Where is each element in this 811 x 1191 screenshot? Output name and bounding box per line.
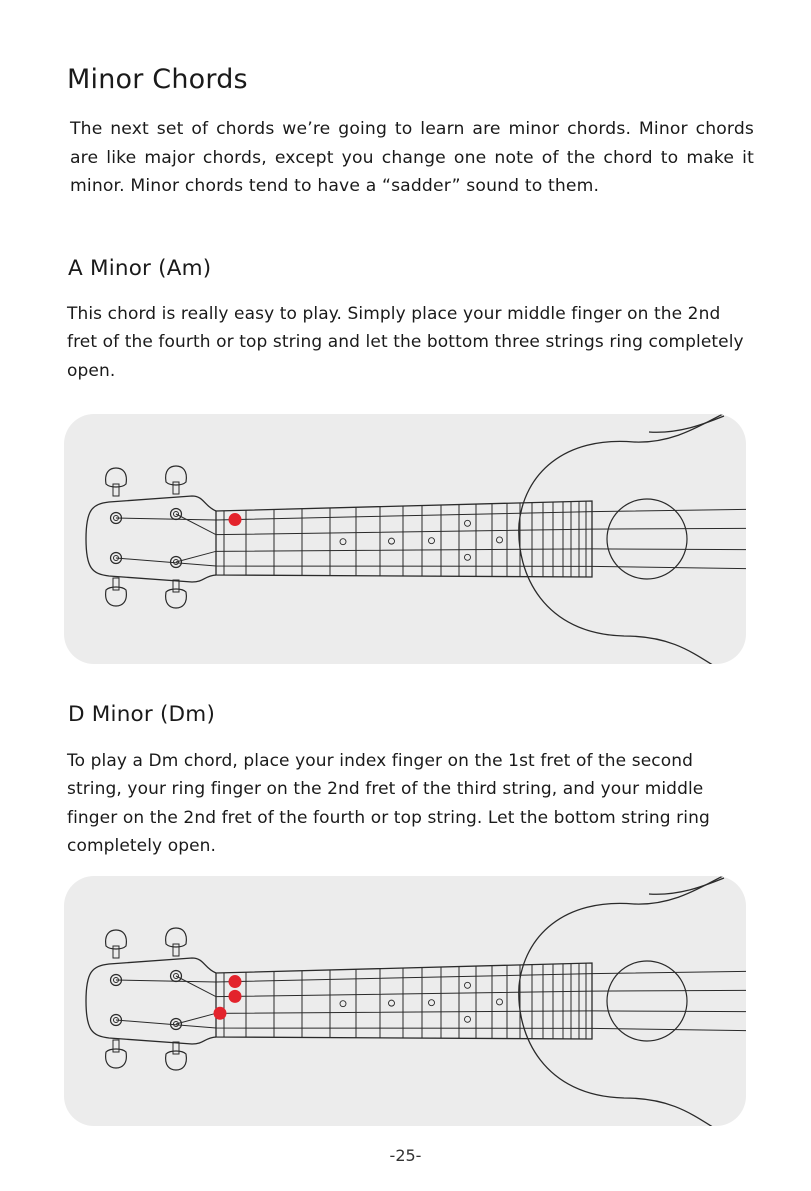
section-body-a-minor: This chord is really easy to play. Simply place your middle finger on the 2nd fret of the fourth or top string and let the bottom three strings ring completely open. bbox=[67, 304, 744, 381]
ukulele-diagram-d-minor bbox=[64, 876, 746, 1126]
tuning-peg-icon bbox=[166, 466, 187, 494]
fret-marker-icon bbox=[465, 982, 471, 988]
ukulele-fretboard-a-minor bbox=[64, 414, 746, 664]
section-heading-d-minor: D Minor (Dm) bbox=[68, 702, 216, 727]
fret-marker-icon bbox=[465, 520, 471, 526]
fret-marker-icon bbox=[389, 1000, 395, 1006]
tuning-peg-icon bbox=[106, 578, 127, 606]
string-line bbox=[116, 1020, 746, 1031]
string-line bbox=[116, 509, 746, 520]
string-line bbox=[176, 514, 746, 535]
fret-marker-icon bbox=[389, 538, 395, 544]
string-line bbox=[116, 971, 746, 982]
string-line bbox=[176, 1011, 746, 1024]
headstock-icon bbox=[86, 496, 216, 582]
tuning-peg-icon bbox=[106, 1040, 127, 1068]
tuning-peg-icon bbox=[106, 930, 127, 958]
finger-position-dot bbox=[229, 990, 242, 1003]
tuning-peg-icon bbox=[166, 928, 187, 956]
string-line bbox=[176, 549, 746, 562]
string-line bbox=[176, 976, 746, 997]
finger-position-dot bbox=[229, 975, 242, 988]
intro-paragraph: The next set of chords we’re going to learn are minor chords. Minor chords are like major chords, except you change one note of the chord to make it minor. Minor chords tend to have a “sadder” sound to them. bbox=[70, 119, 754, 196]
fret-marker-icon bbox=[340, 539, 346, 545]
fret-marker-icon bbox=[429, 538, 435, 544]
tuning-peg-icon bbox=[106, 468, 127, 496]
ukulele-fretboard-d-minor bbox=[64, 876, 746, 1126]
fret-marker-icon bbox=[465, 1016, 471, 1022]
page-number: -25- bbox=[389, 1146, 422, 1165]
fret-marker-icon bbox=[497, 999, 503, 1005]
finger-position-dot bbox=[229, 513, 242, 526]
ukulele-diagram-a-minor bbox=[64, 414, 746, 664]
tuning-peg-icon bbox=[166, 1042, 187, 1070]
page-title: Minor Chords bbox=[67, 64, 248, 95]
fret-marker-icon bbox=[497, 537, 503, 543]
fret-marker-icon bbox=[340, 1001, 346, 1007]
section-body-d-minor: To play a Dm chord, place your index finger on the 1st fret of the second string, your ring finger on the 2nd fret of the third string, and your middle finger on the 2nd fret of the fourth or top string. Let the bottom string ring completely open. bbox=[67, 751, 710, 856]
finger-position-dot bbox=[214, 1007, 227, 1020]
fret-marker-icon bbox=[465, 554, 471, 560]
section-heading-a-minor: A Minor (Am) bbox=[68, 256, 212, 281]
body-edge-icon bbox=[649, 416, 724, 432]
fret-marker-icon bbox=[429, 1000, 435, 1006]
string-line bbox=[116, 558, 746, 569]
tuning-peg-icon bbox=[166, 580, 187, 608]
headstock-icon bbox=[86, 958, 216, 1044]
body-edge-icon bbox=[649, 878, 724, 894]
